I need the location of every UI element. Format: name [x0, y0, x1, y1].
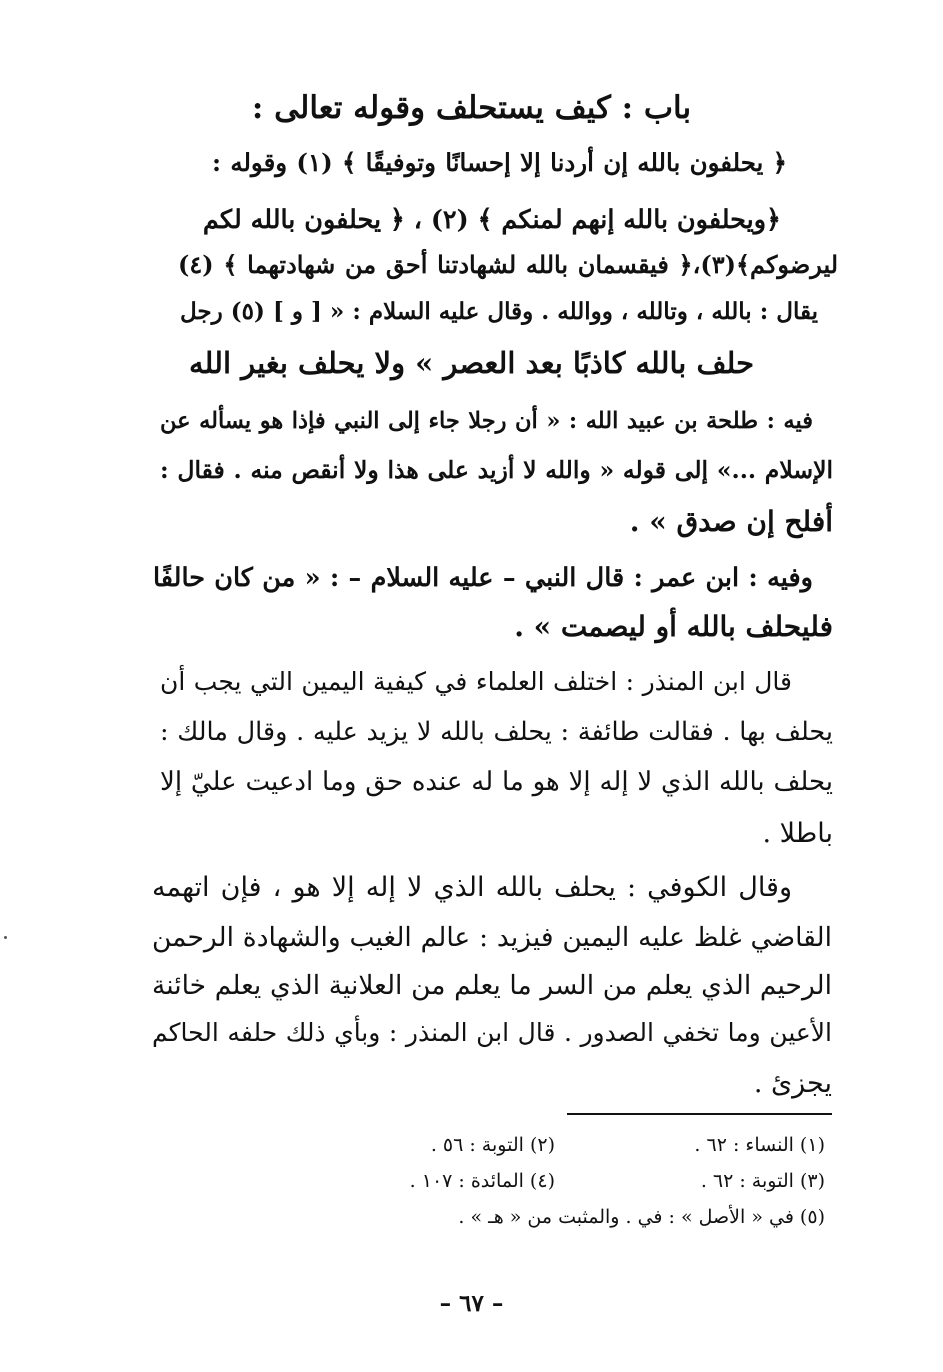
footnote-4: (٤) المائدة : ١٠٧ . — [409, 1170, 555, 1192]
comment2-line-5: يجزئ . — [753, 1068, 832, 1099]
hadith1-line-1: فيه : طلحة بن عبيد الله : « أن رجلا جاء إلى النبي فإذا هو يسأله عن — [160, 408, 813, 434]
intro-line-2: ﴿ويحلفون بالله إنهم لمنكم ﴾ (٢) ، ﴿ يحلفون بالله لكم — [202, 205, 781, 235]
intro-line-5: حلف بالله كاذبًا بعد العصر » ولا يحلف بغير الله — [188, 346, 755, 380]
comment1-line-3: يحلف بالله الذي لا إله إلا هو ما له عنده حق وما ادعيت عليّ إلا — [160, 767, 833, 797]
hadith1-line-2: الإسلام ...» إلى قوله « والله لا أزيد على هذا ولا أنقص منه . فقال : — [160, 456, 833, 484]
comment1-line-2: يحلف بها . فقالت طائفة : يحلف بالله لا يزيد عليه . وقال مالك : — [160, 717, 833, 747]
hadith2-line-2: فليحلف بالله أو ليصمت » . — [514, 610, 833, 643]
footnote-3: (٣) التوبة : ٦٢ . — [700, 1170, 825, 1192]
intro-line-1: ﴿ يحلفون بالله إن أردنا إلا إحسانًا وتوفيقًا ﴾ (١) وقوله : — [212, 148, 787, 177]
hadith2-line-1: وفيه : ابن عمر : قال النبي – عليه السلام – : « من كان حالفًا — [153, 563, 813, 593]
page-number: – ٦٧ – — [439, 1290, 504, 1317]
chapter-heading: باب : كيف يستحلف وقوله تعالى : — [251, 90, 692, 126]
intro-line-3: ليرضوكم﴾(٣)،﴿ فيقسمان بالله لشهادتنا أحق من شهادتهما ﴾ (٤) — [178, 250, 838, 279]
comment2-line-3: الرحيم الذي يعلم من السر ما يعلم من العلانية الذي يعلم خائنة — [152, 970, 832, 1001]
footnote-1: (١) النساء : ٦٢ . — [694, 1134, 825, 1156]
comment2-line-4: الأعين وما تخفي الصدور . قال ابن المنذر : وبأي ذلك حلفه الحاكم — [152, 1018, 832, 1047]
comment2-line-2: القاضي غلظ عليه اليمين فيزيد : عالم الغيب والشهادة الرحمن — [152, 922, 832, 953]
intro-line-4: يقال : بالله ، وتالله ، ووالله . وقال عليه السلام : « [ و ] (٥) رجل — [180, 298, 818, 325]
comment1-line-1: قال ابن المنذر : اختلف العلماء في كيفية اليمين التي يجب أن — [160, 667, 792, 696]
comment2-line-1: وقال الكوفي : يحلف بالله الذي لا إله إلا هو ، فإن اتهمه — [152, 872, 792, 903]
hadith1-line-3: أفلح إن صدق » . — [629, 505, 833, 538]
footnote-5: (٥) في « الأصل » : في . والمثبت من « هـ » . — [458, 1206, 825, 1228]
footnote-2: (٢) التوبة : ٥٦ . — [430, 1134, 555, 1156]
comment1-line-4: باطلا . — [762, 818, 833, 849]
scan-speck — [4, 936, 7, 939]
footnote-separator — [567, 1113, 832, 1115]
